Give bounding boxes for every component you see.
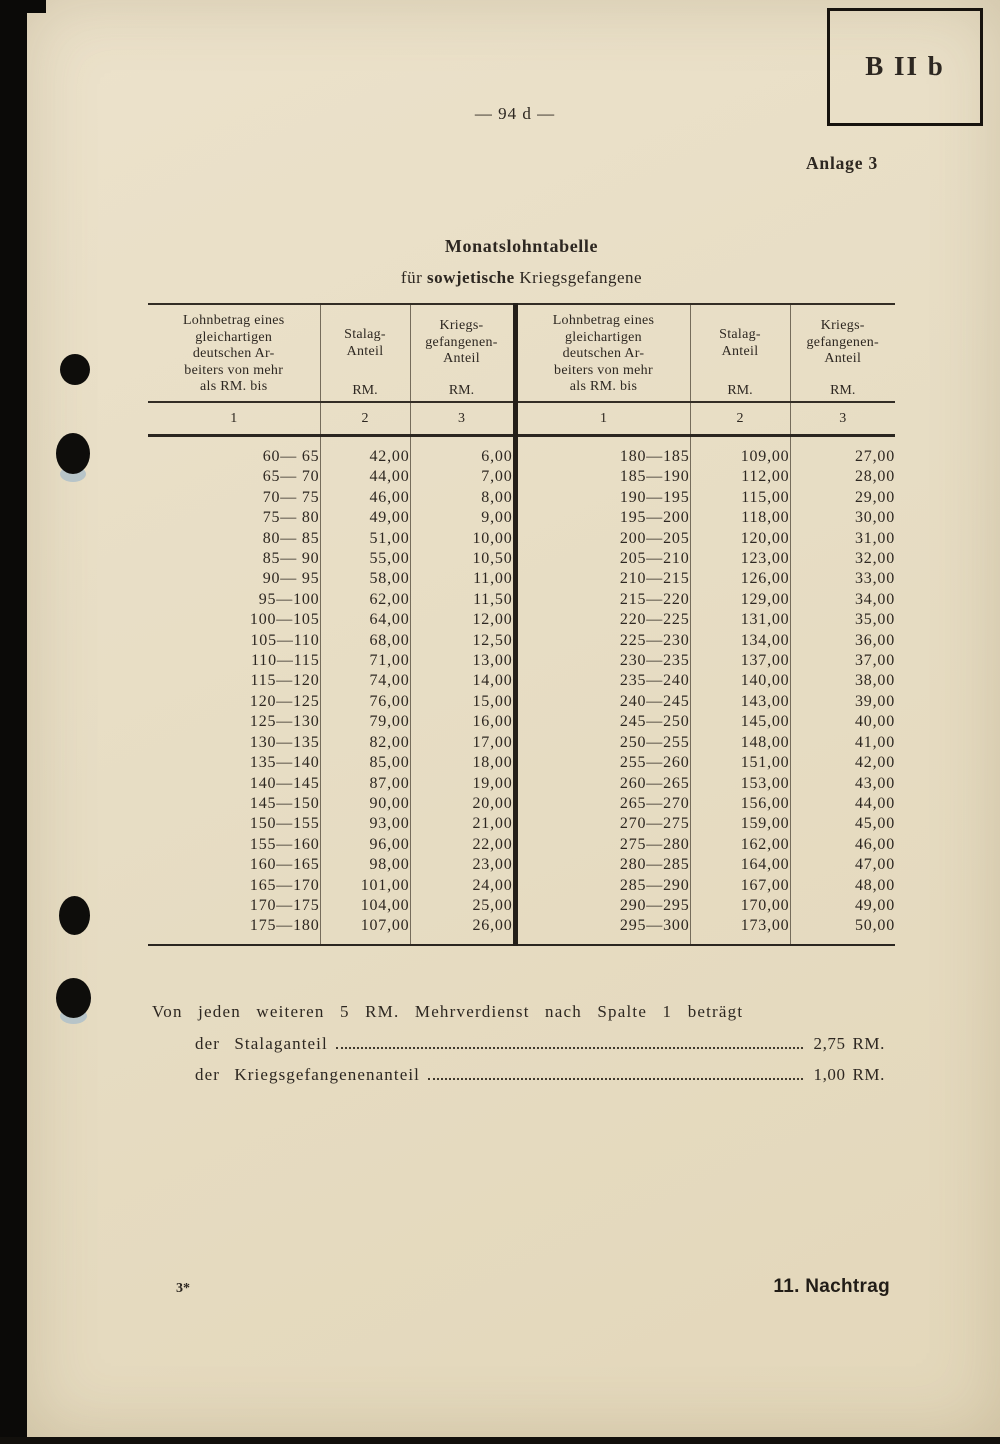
classification-box	[827, 8, 983, 126]
wage-range: 275—280	[515, 835, 690, 855]
pow-share: 30,00	[790, 508, 895, 528]
stalag-share: 123,00	[690, 549, 790, 569]
wage-range: 90— 95	[262, 570, 320, 588]
wage-range: 105—110	[250, 631, 320, 649]
stalag-share: 49,00	[320, 508, 410, 528]
wage-range: 225—230	[515, 631, 690, 651]
stalag-share: 62,00	[320, 590, 410, 610]
stalag-share: 151,00	[690, 753, 790, 773]
column-number: 3	[410, 402, 515, 436]
pow-share: 13,00	[410, 651, 515, 671]
header-wage-right-text: Lohnbetrag eines gleichartigen deutschen Ar- beiters von mehr als RM. bis	[552, 313, 655, 394]
note-value: 2,75 RM.	[813, 1034, 885, 1053]
stalag-share: 64,00	[320, 610, 410, 630]
leader-dots	[336, 1047, 804, 1049]
wage-table-row	[148, 712, 895, 732]
pow-share: 43,00	[790, 774, 895, 794]
note-intro: Von jeden weiteren 5 RM. Mehrverdienst nach Spalte 1 beträgt	[152, 1002, 744, 1021]
supplement-label: 11. Nachtrag	[773, 1276, 890, 1297]
pow-share: 49,00	[790, 896, 895, 916]
scan-edge-left	[0, 0, 27, 1444]
wage-table-row	[148, 835, 895, 855]
pow-share: 15,00	[410, 692, 515, 712]
wage-range: 180—185	[515, 436, 690, 468]
wage-table-row	[148, 896, 895, 916]
stalag-share: 58,00	[320, 569, 410, 589]
pow-share: 38,00	[790, 671, 895, 691]
pow-share: 26,00	[410, 916, 515, 944]
column-number: 2	[690, 402, 790, 436]
wage-range: 175—180	[249, 917, 320, 935]
pow-share: 25,00	[410, 896, 515, 916]
pow-share: 50,00	[790, 916, 895, 944]
unit-label: RM.	[830, 383, 856, 398]
wage-range: 165—170	[249, 876, 320, 894]
stalag-share: 46,00	[320, 488, 410, 508]
stalag-share: 82,00	[320, 733, 410, 753]
pow-share: 35,00	[790, 610, 895, 630]
wage-range: 145—150	[249, 794, 320, 812]
stalag-share: 137,00	[690, 651, 790, 671]
stalag-share: 79,00	[320, 712, 410, 732]
pow-share: 34,00	[790, 590, 895, 610]
punch-hole	[56, 433, 90, 474]
wage-range: 285—290	[515, 876, 690, 896]
stalag-share: 85,00	[320, 753, 410, 773]
stalag-share: 68,00	[320, 631, 410, 651]
wage-table-row	[148, 855, 895, 875]
document-title: Monatslohntabelle	[444, 236, 599, 256]
header-pow-right	[790, 304, 895, 402]
stalag-share: 118,00	[690, 508, 790, 528]
punch-hole	[56, 978, 91, 1018]
stalag-share: 120,00	[690, 529, 790, 549]
unit-label: RM.	[448, 383, 475, 398]
pow-share: 16,00	[410, 712, 515, 732]
header-stalag-left	[320, 304, 410, 402]
pow-share: 33,00	[790, 569, 895, 589]
wage-range: 255—260	[515, 753, 690, 773]
header-wage-right	[515, 304, 690, 402]
wage-range: 205—210	[515, 549, 690, 569]
stalag-share: 74,00	[320, 671, 410, 691]
pow-share: 18,00	[410, 753, 515, 773]
pow-share: 36,00	[790, 631, 895, 651]
pow-share: 21,00	[410, 814, 515, 834]
pow-share: 47,00	[790, 855, 895, 875]
stalag-share: 104,00	[320, 896, 410, 916]
wage-table-row	[148, 774, 895, 794]
scan-edge-bottom	[0, 1437, 1000, 1444]
document-subtitle	[148, 268, 895, 288]
wage-table-row	[148, 692, 895, 712]
pow-share: 19,00	[410, 774, 515, 794]
wage-range: 215—220	[515, 590, 690, 610]
stalag-share: 87,00	[320, 774, 410, 794]
wage-range: 230—235	[515, 651, 690, 671]
note-label: der Stalaganteil	[195, 1034, 328, 1053]
pow-share: 17,00	[410, 733, 515, 753]
wage-table-row	[148, 508, 895, 528]
header-stalag-right	[690, 304, 790, 402]
stalag-share: 42,00	[320, 436, 410, 468]
wage-range: 185—190	[515, 467, 690, 487]
pow-share: 40,00	[790, 712, 895, 732]
pow-share: 14,00	[410, 671, 515, 691]
wage-range: 195—200	[515, 508, 690, 528]
stalag-share: 156,00	[690, 794, 790, 814]
wage-range: 80— 85	[262, 529, 320, 547]
wage-table-row	[148, 651, 895, 671]
stalag-share: 71,00	[320, 651, 410, 671]
stalag-share: 129,00	[690, 590, 790, 610]
column-number: 2	[320, 402, 410, 436]
wage-range: 135—140	[249, 754, 320, 772]
header-stalag-left-text: Stalag- Anteil	[344, 327, 386, 359]
stalag-share: 109,00	[690, 436, 790, 468]
stalag-share: 107,00	[320, 916, 410, 944]
pow-share: 27,00	[790, 436, 895, 468]
pow-share: 10,50	[410, 549, 515, 569]
pow-share: 8,00	[410, 488, 515, 508]
pow-share: 12,50	[410, 631, 515, 651]
footnote-mark: 3*	[176, 1281, 190, 1296]
stalag-share: 173,00	[690, 916, 790, 944]
wage-range: 210—215	[515, 569, 690, 589]
wage-range: 235—240	[515, 671, 690, 691]
stalag-share: 90,00	[320, 794, 410, 814]
stalag-share: 96,00	[320, 835, 410, 855]
page-number: — 94 d —	[474, 104, 556, 123]
wage-range: 115—120	[250, 672, 320, 690]
wage-table-row	[148, 671, 895, 691]
annex-label: Anlage 3	[805, 153, 879, 173]
pow-share: 10,00	[410, 529, 515, 549]
pow-share: 24,00	[410, 876, 515, 896]
stalag-share: 55,00	[320, 549, 410, 569]
stalag-share: 76,00	[320, 692, 410, 712]
wage-table-row	[148, 488, 895, 508]
header-wage-left	[148, 304, 320, 402]
stalag-share: 140,00	[690, 671, 790, 691]
pow-share: 29,00	[790, 488, 895, 508]
stalag-share: 98,00	[320, 855, 410, 875]
stalag-share: 44,00	[320, 467, 410, 487]
wage-table-row	[148, 590, 895, 610]
wage-range: 220—225	[515, 610, 690, 630]
pow-share: 44,00	[790, 794, 895, 814]
wage-table-row	[148, 467, 895, 487]
pow-share: 23,00	[410, 855, 515, 875]
pow-share: 12,00	[410, 610, 515, 630]
wage-table-body	[148, 436, 895, 945]
wage-table-row	[148, 794, 895, 814]
stalag-share: 162,00	[690, 835, 790, 855]
wage-range: 160—165	[249, 856, 320, 874]
wage-table-row	[148, 610, 895, 630]
pow-share: 37,00	[790, 651, 895, 671]
pow-share: 46,00	[790, 835, 895, 855]
wage-table-row	[148, 733, 895, 753]
wage-range: 240—245	[515, 692, 690, 712]
subtitle-suffix: Kriegsgefangene	[519, 268, 643, 287]
stalag-share: 145,00	[690, 712, 790, 732]
stalag-share: 143,00	[690, 692, 790, 712]
stalag-share: 164,00	[690, 855, 790, 875]
column-number: 3	[790, 402, 895, 436]
pow-share: 20,00	[410, 794, 515, 814]
wage-range: 200—205	[515, 529, 690, 549]
stalag-share: 126,00	[690, 569, 790, 589]
pow-share: 45,00	[790, 814, 895, 834]
stalag-share: 170,00	[690, 896, 790, 916]
wage-range: 150—155	[249, 815, 320, 833]
pow-share: 7,00	[410, 467, 515, 487]
wage-range: 280—285	[515, 855, 690, 875]
wage-table	[148, 303, 895, 946]
wage-range: 190—195	[515, 488, 690, 508]
wage-table-row	[148, 631, 895, 651]
pow-share: 31,00	[790, 529, 895, 549]
subtitle-prefix: für	[400, 268, 423, 287]
wage-range: 125—130	[249, 713, 320, 731]
header-pow-right-text: Kriegs- gefangenen- Anteil	[806, 318, 879, 366]
pow-share: 41,00	[790, 733, 895, 753]
pow-share: 9,00	[410, 508, 515, 528]
wage-range: 65— 70	[262, 468, 320, 486]
stalag-share: 101,00	[320, 876, 410, 896]
column-number: 1	[515, 402, 690, 436]
wage-range: 155—160	[249, 835, 320, 853]
header-stalag-right-text: Stalag- Anteil	[719, 327, 761, 359]
punch-hole	[59, 896, 90, 935]
wage-table-header-row	[148, 304, 895, 402]
wage-table-row	[148, 529, 895, 549]
stalag-share: 167,00	[690, 876, 790, 896]
wage-range: 95—100	[258, 590, 320, 608]
pow-share: 22,00	[410, 835, 515, 855]
pow-share: 39,00	[790, 692, 895, 712]
header-wage-left-text: Lohnbetrag eines gleichartigen deutschen Ar- beiters von mehr als RM. bis	[182, 313, 285, 394]
wage-range: 120—125	[249, 692, 320, 710]
wage-range: 60— 65	[262, 448, 320, 465]
wage-range: 100—105	[249, 611, 320, 629]
wage-range: 130—135	[249, 733, 320, 751]
unit-label: RM.	[727, 383, 753, 398]
wage-table-row	[148, 569, 895, 589]
pow-share: 32,00	[790, 549, 895, 569]
stalag-share: 153,00	[690, 774, 790, 794]
wage-table-row	[148, 876, 895, 896]
subtitle-emphasis: sowjetische	[427, 268, 515, 287]
wage-table-row	[148, 549, 895, 569]
stalag-share: 131,00	[690, 610, 790, 630]
note-item	[195, 1065, 885, 1085]
header-pow-left-text: Kriegs- gefangenen- Anteil	[425, 318, 498, 366]
leader-dots	[428, 1078, 804, 1080]
wage-table-row	[148, 814, 895, 834]
note-items	[195, 1034, 885, 1096]
column-number: 1	[148, 402, 320, 436]
pow-share: 11,50	[410, 590, 515, 610]
wage-range: 250—255	[515, 733, 690, 753]
wage-range: 170—175	[249, 896, 320, 914]
pow-share: 11,00	[410, 569, 515, 589]
note-label: der Kriegsgefangenenanteil	[195, 1065, 420, 1084]
wage-range: 245—250	[515, 712, 690, 732]
stalag-share: 148,00	[690, 733, 790, 753]
note-item	[195, 1034, 885, 1054]
stalag-share: 112,00	[690, 467, 790, 487]
stalag-share: 93,00	[320, 814, 410, 834]
pow-share: 42,00	[790, 753, 895, 773]
wage-range: 70— 75	[262, 488, 320, 506]
pow-share: 28,00	[790, 467, 895, 487]
note-value: 1,00 RM.	[813, 1065, 885, 1084]
wage-range: 110—115	[251, 652, 320, 670]
wage-range: 265—270	[515, 794, 690, 814]
unit-label: RM.	[352, 383, 378, 398]
wage-range: 295—300	[515, 916, 690, 944]
wage-range: 85— 90	[262, 550, 320, 568]
wage-table-row	[148, 916, 895, 944]
wage-range: 75— 80	[262, 509, 320, 527]
punch-hole	[60, 354, 90, 385]
stalag-share: 159,00	[690, 814, 790, 834]
wage-range: 140—145	[249, 774, 320, 792]
stalag-share: 115,00	[690, 488, 790, 508]
wage-table-row	[148, 436, 895, 468]
wage-table-row	[148, 753, 895, 773]
wage-range: 270—275	[515, 814, 690, 834]
classification-label: B II b	[865, 51, 945, 81]
wage-range: 260—265	[515, 774, 690, 794]
pow-share: 48,00	[790, 876, 895, 896]
stalag-share: 134,00	[690, 631, 790, 651]
column-number-row	[148, 402, 895, 436]
stalag-share: 51,00	[320, 529, 410, 549]
wage-range: 290—295	[515, 896, 690, 916]
header-pow-left	[410, 304, 515, 402]
pow-share: 6,00	[410, 436, 515, 468]
